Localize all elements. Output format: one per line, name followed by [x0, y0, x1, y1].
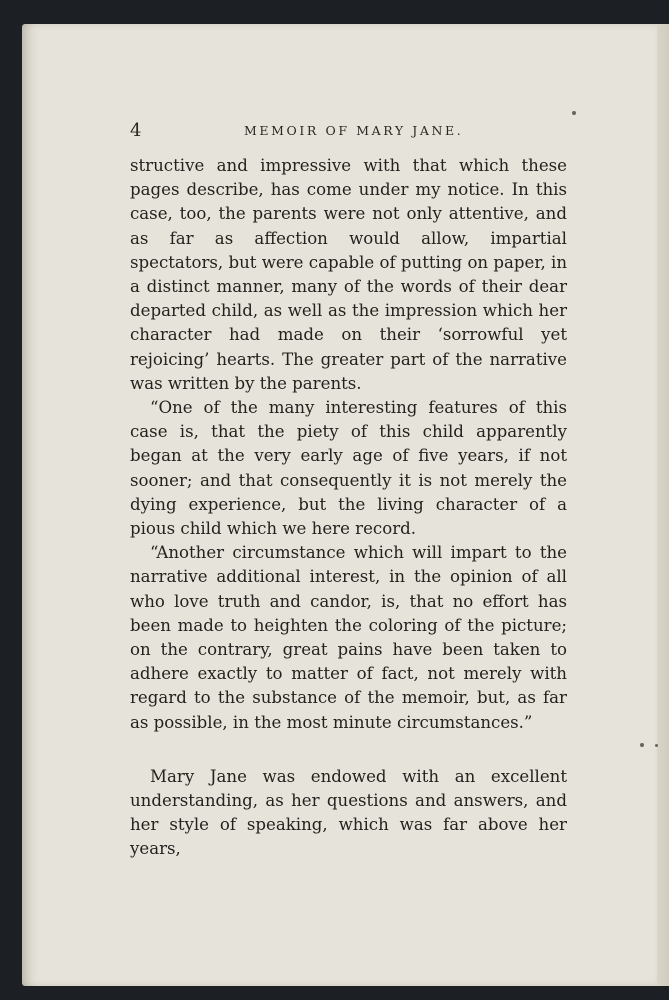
ink-speck: [640, 743, 644, 747]
ink-speck: [572, 111, 576, 115]
paragraph-mary-jane: Mary Jane was endowed with an excellent understanding, as her questions and answers, and her style of speaking, which was far above her years,: [130, 766, 567, 859]
paragraph-continuation: structive and impressive with that which these pages describe, has come under my notice. In this case, too, the parents were not only attentive, and as far as affection would allow, impartial spectators, but were capable of putting on paper, in a distinct manner, many of the words of their dear departed child, as well as the impression which her character had made on their ‘sorrowful yet rejoicing’ hearts. The greater part of the narrative was written by the parents.: [130, 156, 568, 393]
ink-speck: [655, 744, 658, 747]
page-edge: [657, 24, 669, 986]
body-text: [130, 154, 567, 862]
paragraph-quote-two: “Another circumstance which will impart to the narrative additional interest, in the opinion of all who love truth and candor, is, that no effort has been made to heighten the coloring of the picture; on the contrary, great pains have been taken to adhere exactly to matter of fact, not merely with regard to the substance of the memoir, but, as far as possible, in the most minute circumstances.”: [130, 543, 567, 732]
running-head: MEMOIR OF MARY JANE.: [244, 123, 464, 138]
paragraph-gap: [130, 735, 567, 765]
paragraph-quote-one: “One of the many interesting features of this case is, that the piety of this child apparently began at the very early age of five years, if not sooner; and that consequently it is not merely the dying experience, but the living character of a pious child which we here record.: [130, 398, 567, 539]
page-number: 4: [130, 120, 142, 141]
page-header: [130, 120, 570, 144]
